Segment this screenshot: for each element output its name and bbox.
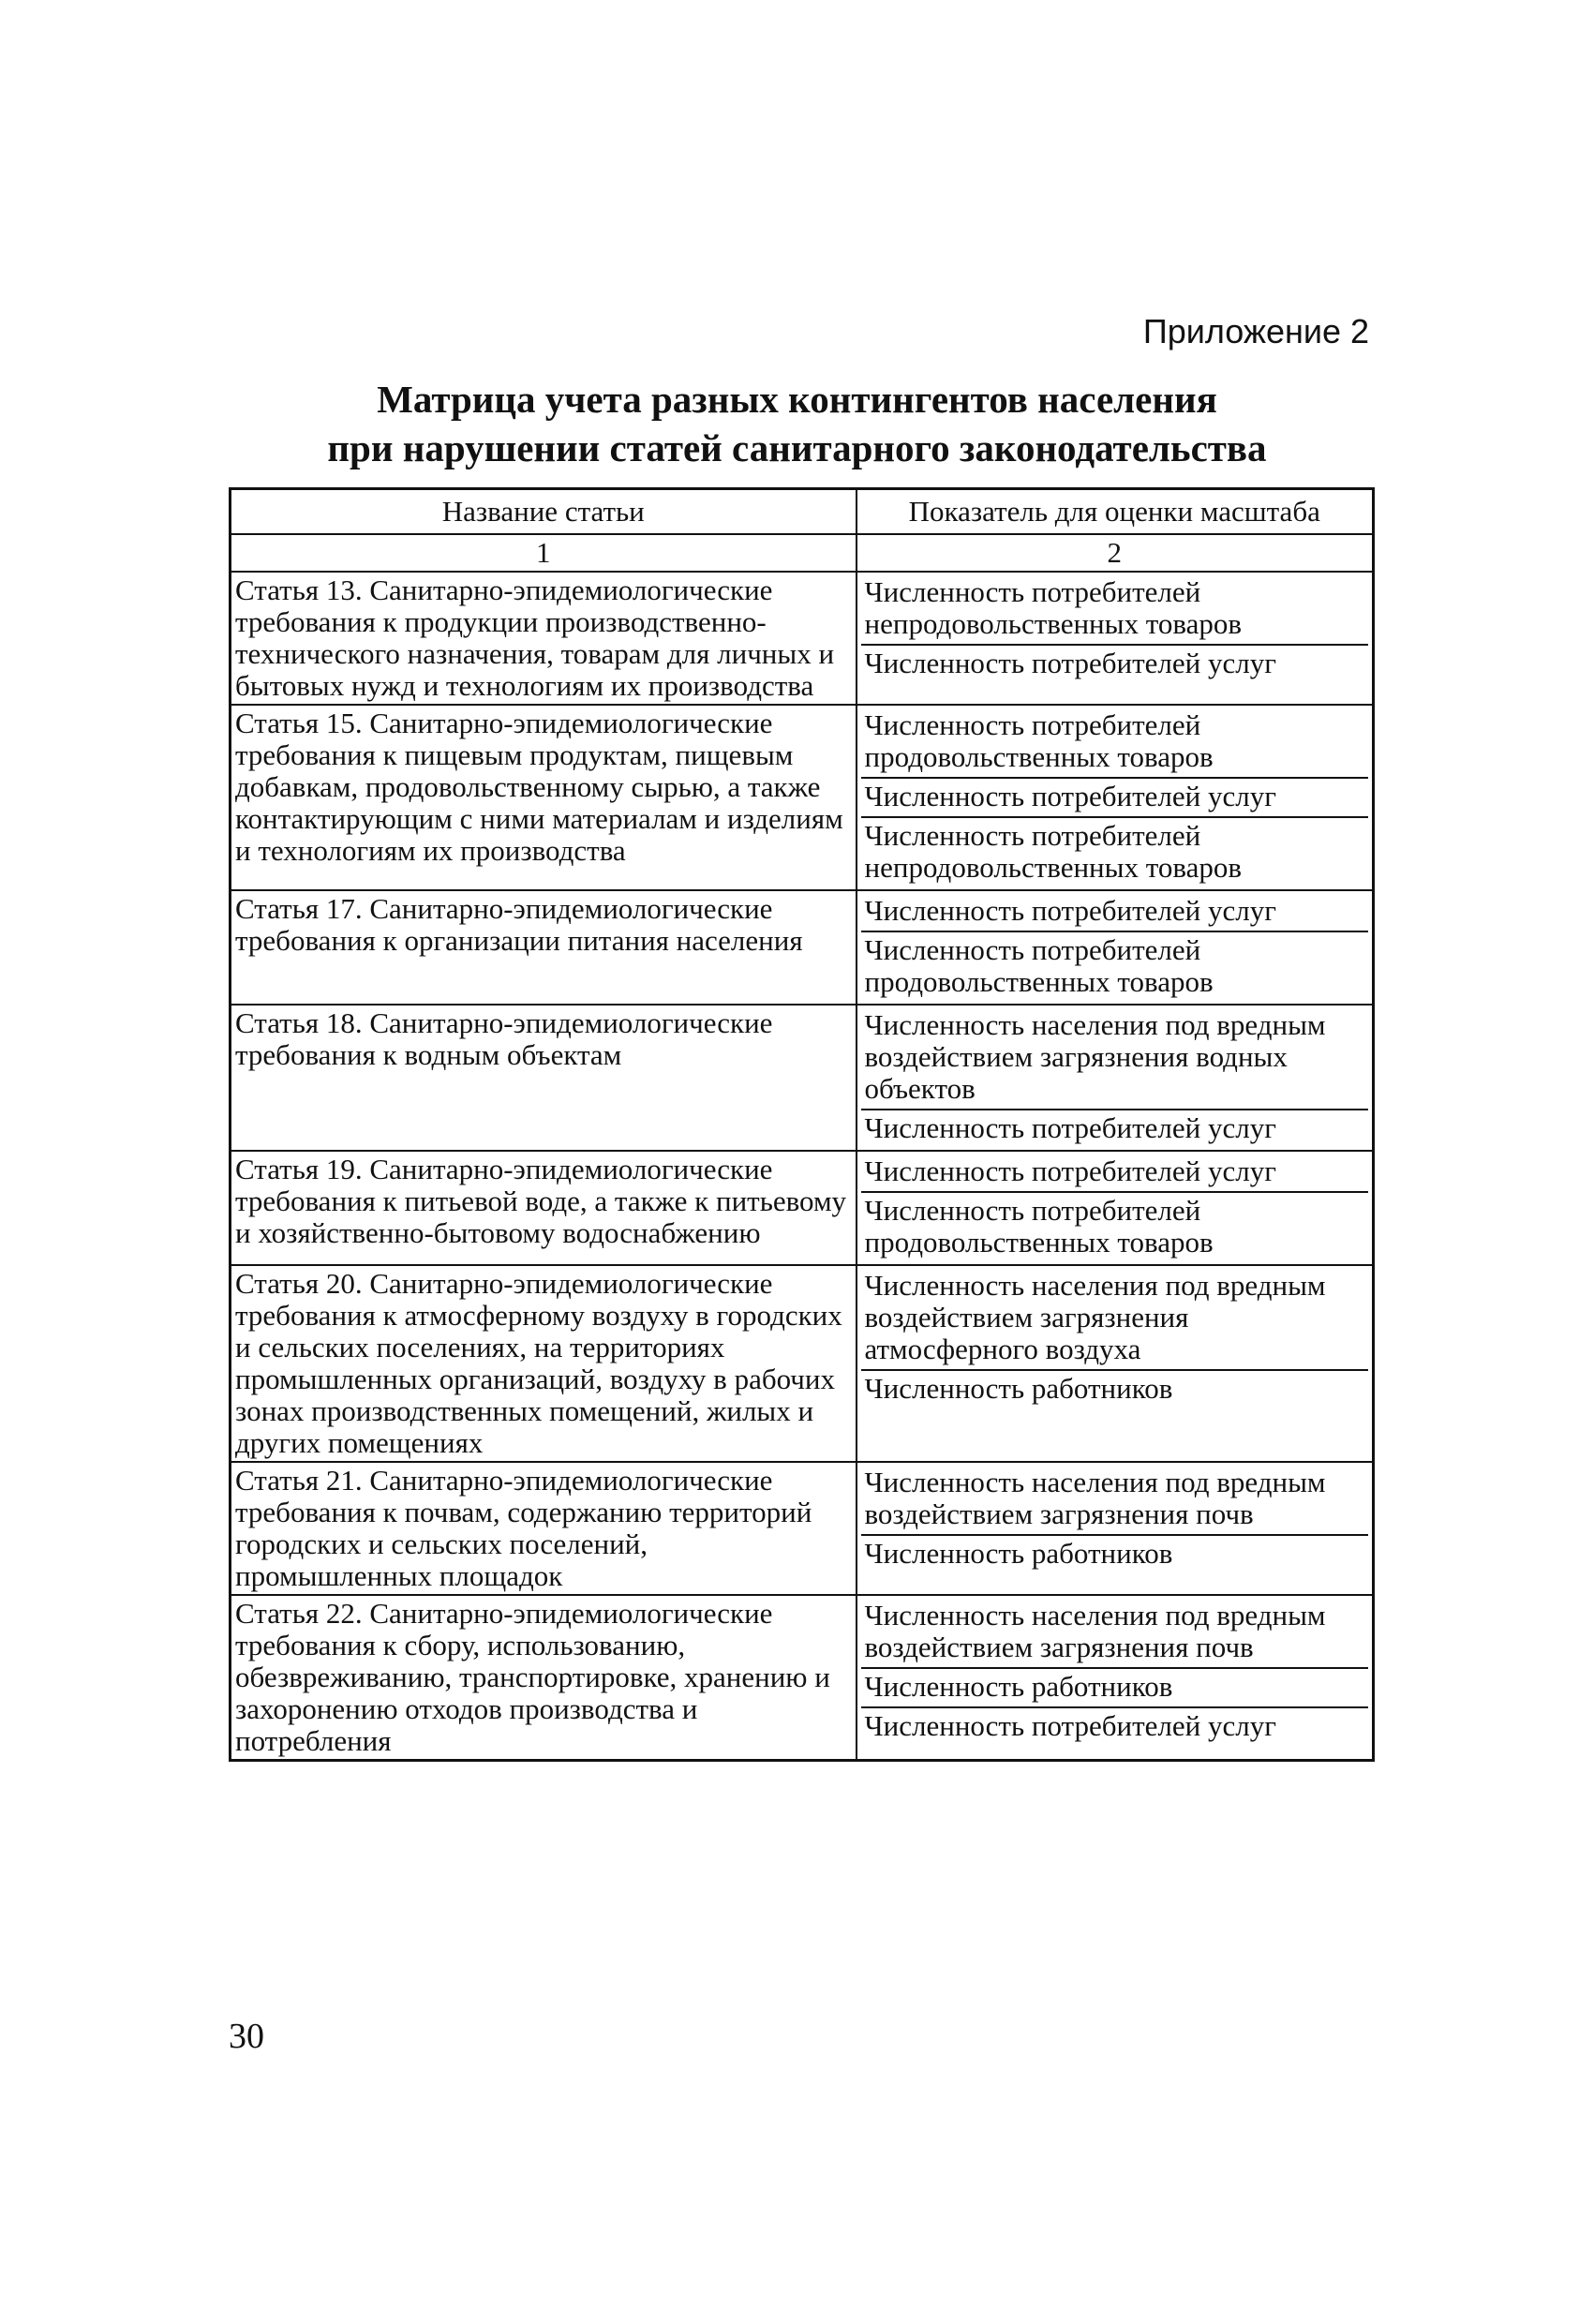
indicator-cell [857, 1595, 1374, 1761]
column-header-indicator: Показатель для оценки масштаба [857, 489, 1374, 535]
indicator-cell [857, 1265, 1374, 1462]
indicator-cell [857, 705, 1374, 890]
title-line-1: Матрица учета разных контингентов населения [377, 378, 1217, 421]
article-cell: Статья 18. Санитарно-эпидемиологические требования к водным объектам [231, 1005, 857, 1151]
article-cell: Статья 13. Санитарно-эпидемиологические требования к продукции производственно-технического назначения, товарам для личных и бытовых нужд и технологиям их производства [231, 572, 857, 705]
article-cell: Статья 15. Санитарно-эпидемиологические требования к пищевым продуктам, пищевым добавкам, продовольственному сырью, а также контактирующим с ними материалам и изделиям и технологиям их производства [231, 705, 857, 890]
indicator-cell [857, 1005, 1374, 1151]
table-row [231, 1462, 1374, 1595]
column-number-row [231, 534, 1374, 572]
indicator-item: Численность населения под вредным воздействием загрязнения атмосферного воздуха [864, 1269, 1326, 1365]
indicator-item: Численность потребителей услуг [864, 1155, 1276, 1187]
article-cell: Статья 21. Санитарно-эпидемиологические требования к почвам, содержанию территорий городских и сельских поселений, промышленных площадок [231, 1462, 857, 1595]
column-header-article: Название статьи [231, 489, 857, 535]
matrix-body [231, 572, 1374, 1761]
indicator-item: Численность населения под вредным воздействием загрязнения почв [864, 1466, 1326, 1530]
table-row [231, 1151, 1374, 1265]
column-number: 2 [857, 534, 1374, 572]
table-row [231, 890, 1374, 1005]
appendix-label: Приложение 2 [1142, 312, 1369, 350]
indicator-item: Численность потребителей услуг [861, 644, 1369, 683]
column-number: 1 [231, 534, 857, 572]
document-title [0, 375, 1594, 472]
page-number: 30 [229, 2017, 264, 2056]
header-row [231, 489, 1374, 535]
indicator-item: Численность потребителей непродовольственных товаров [861, 816, 1369, 887]
indicator-item: Численность потребителей продовольственных товаров [864, 708, 1214, 773]
indicator-item: Численность потребителей продовольственных товаров [861, 931, 1369, 1002]
indicator-item: Численность населения под вредным воздействием загрязнения водных объектов [864, 1008, 1326, 1105]
matrix-table [229, 487, 1375, 1762]
indicator-cell [857, 1151, 1374, 1265]
table-row [231, 1265, 1374, 1462]
indicator-item: Численность населения под вредным воздействием загрязнения почв [864, 1599, 1326, 1663]
table-row [231, 705, 1374, 890]
indicator-item: Численность работников [861, 1667, 1369, 1706]
article-cell: Статья 17. Санитарно-эпидемиологические требования к организации питания населения [231, 890, 857, 1005]
indicator-item: Численность работников [861, 1369, 1369, 1408]
indicator-cell [857, 1462, 1374, 1595]
table-row [231, 572, 1374, 705]
title-line-2: при нарушении статей санитарного законодательства [327, 426, 1267, 469]
indicator-item: Численность работников [861, 1534, 1369, 1573]
article-cell: Статья 20. Санитарно-эпидемиологические требования к атмосферному воздуху в городских и сельских поселениях, на территориях промышленных организаций, воздуху в рабочих зонах производственных помещений, жилых и других помещениях [231, 1265, 857, 1462]
table-row [231, 1005, 1374, 1151]
table-row [231, 1595, 1374, 1761]
article-cell: Статья 22. Санитарно-эпидемиологические требования к сбору, использованию, обезвреживанию, транспортировке, хранению и захоронению отходов производства и потребления [231, 1595, 857, 1761]
indicator-item: Численность потребителей услуг [864, 894, 1276, 927]
indicator-item: Численность потребителей услуг [861, 1706, 1369, 1746]
indicator-cell [857, 890, 1374, 1005]
indicator-cell [857, 572, 1374, 705]
indicator-item: Численность потребителей услуг [861, 777, 1369, 816]
indicator-item: Численность потребителей непродовольственных товаров [864, 575, 1242, 640]
indicator-item: Численность потребителей продовольственных товаров [861, 1191, 1369, 1262]
indicator-item: Численность потребителей услуг [861, 1109, 1369, 1148]
article-cell: Статья 19. Санитарно-эпидемиологические требования к питьевой воде, а также к питьевому и хозяйственно-бытовому водоснабжению [231, 1151, 857, 1265]
